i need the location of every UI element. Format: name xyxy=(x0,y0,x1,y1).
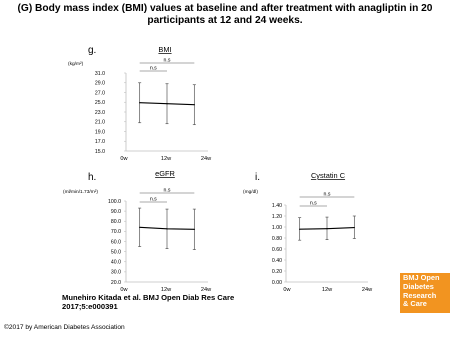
chart-1-title: BMI xyxy=(158,45,172,54)
figure-title-line-2: participants at 12 and 24 weeks. xyxy=(147,15,303,26)
copyright-notice: ©2017 by American Diabetes Association xyxy=(4,324,125,331)
chart-2-y-tick-label: 20.0 xyxy=(110,279,121,286)
chart-1-y-tick-label: 15.0 xyxy=(94,148,105,155)
chart-2-x-tick-label: 12w xyxy=(160,287,172,293)
logo-line-3: Research xyxy=(403,290,437,300)
chart-3-y-tick-label: 1.00 xyxy=(271,224,282,231)
chart-2-panel-label: h. xyxy=(88,172,97,183)
citation-line-2: 2017;5:e000391 xyxy=(62,302,118,311)
chart-2-x-tick-label: 0w xyxy=(120,287,128,293)
chart-3-y-tick-label: 0.00 xyxy=(271,279,282,286)
chart-3-y-tick-label: 0.20 xyxy=(271,268,282,275)
chart-1-y-tick-label: 27.0 xyxy=(94,90,105,97)
chart-3-y-tick-label: 0.80 xyxy=(271,235,282,242)
chart-1-y-tick-label: 21.0 xyxy=(94,119,105,126)
chart-2-y-tick-label: 60.0 xyxy=(110,239,121,246)
chart-2-significance-label: n.s xyxy=(149,196,157,203)
chart-2-x-tick-label: 24w xyxy=(200,287,212,293)
chart-3-y-tick-label: 1.20 xyxy=(271,213,282,220)
chart-1-significance-label: n.s xyxy=(163,57,171,64)
chart-1-point xyxy=(194,104,195,105)
chart-1-y-tick-label: 23.0 xyxy=(94,109,105,116)
chart-3-y-tick-label: 0.40 xyxy=(271,257,282,264)
chart-3-y-tick-label: 0.60 xyxy=(271,246,282,253)
chart-2-significance-label: n.s xyxy=(163,187,171,194)
chart-3-y-axis-label: (mg/dl) xyxy=(243,190,258,195)
logo-line-1: BMJ Open xyxy=(403,273,440,282)
chart-2-y-tick-label: 70.0 xyxy=(110,229,121,236)
chart-1-x-tick-label: 0w xyxy=(120,156,128,162)
chart-3-point xyxy=(326,228,327,229)
chart-3-x-tick-label: 0w xyxy=(283,287,291,293)
citation-line-1: Munehiro Kitada et al. BMJ Open Diab Res Care xyxy=(62,293,235,302)
chart-3-point xyxy=(299,229,300,230)
chart-2-y-axis-label: (ml/min/1.73/m²) xyxy=(63,190,98,195)
chart-3-point xyxy=(354,227,355,228)
chart-1-y-tick-label: 25.0 xyxy=(94,100,105,107)
chart-1-x-tick-label: 12w xyxy=(160,156,172,162)
chart-2-point xyxy=(139,227,140,228)
chart-2-point xyxy=(166,228,167,229)
chart-1-point xyxy=(139,102,140,103)
chart-3-panel-label: i. xyxy=(255,172,260,183)
chart-1-y-tick-label: 29.0 xyxy=(94,80,105,87)
chart-2-y-tick-label: 50.0 xyxy=(110,249,121,256)
chart-2-y-tick-label: 80.0 xyxy=(110,219,121,226)
chart-1-y-tick-label: 17.0 xyxy=(94,139,105,146)
chart-1-panel-label: g. xyxy=(88,45,97,56)
chart-2-point xyxy=(194,229,195,230)
figure-title-line-1: (G) Body mass index (BMI) values at baseline and after treatment with anagliptin in 20 xyxy=(17,3,433,14)
chart-1-significance-label: n.s xyxy=(149,65,157,72)
chart-2-y-tick-label: 90.0 xyxy=(110,208,121,215)
chart-3-y-tick-label: 1.40 xyxy=(271,202,282,209)
journal-logo xyxy=(400,273,450,313)
chart-1-y-axis-label: (kg/m²) xyxy=(68,62,84,67)
chart-1-y-tick-label: 31.0 xyxy=(94,70,105,77)
chart-2-title: eGFR xyxy=(155,169,175,178)
chart-3-title: Cystatin C xyxy=(310,171,346,180)
chart-3-significance-label: n.s xyxy=(323,191,331,198)
chart-3-x-tick-label: 12w xyxy=(321,287,333,293)
chart-2-y-tick-label: 40.0 xyxy=(110,259,121,266)
chart-1-y-tick-label: 19.0 xyxy=(94,129,105,136)
chart-1-x-tick-label: 24w xyxy=(200,156,212,162)
citation xyxy=(62,293,234,311)
chart-3-x-tick-label: 24w xyxy=(361,287,373,293)
chart-2-y-tick-label: 30.0 xyxy=(110,269,121,276)
logo-line-4: & Care xyxy=(403,299,427,309)
chart-1-point xyxy=(166,103,167,104)
logo-line-2: Diabetes xyxy=(403,281,434,291)
chart-3-significance-label: n.s xyxy=(309,200,317,207)
chart-2-y-tick-label: 100.0 xyxy=(108,198,121,205)
